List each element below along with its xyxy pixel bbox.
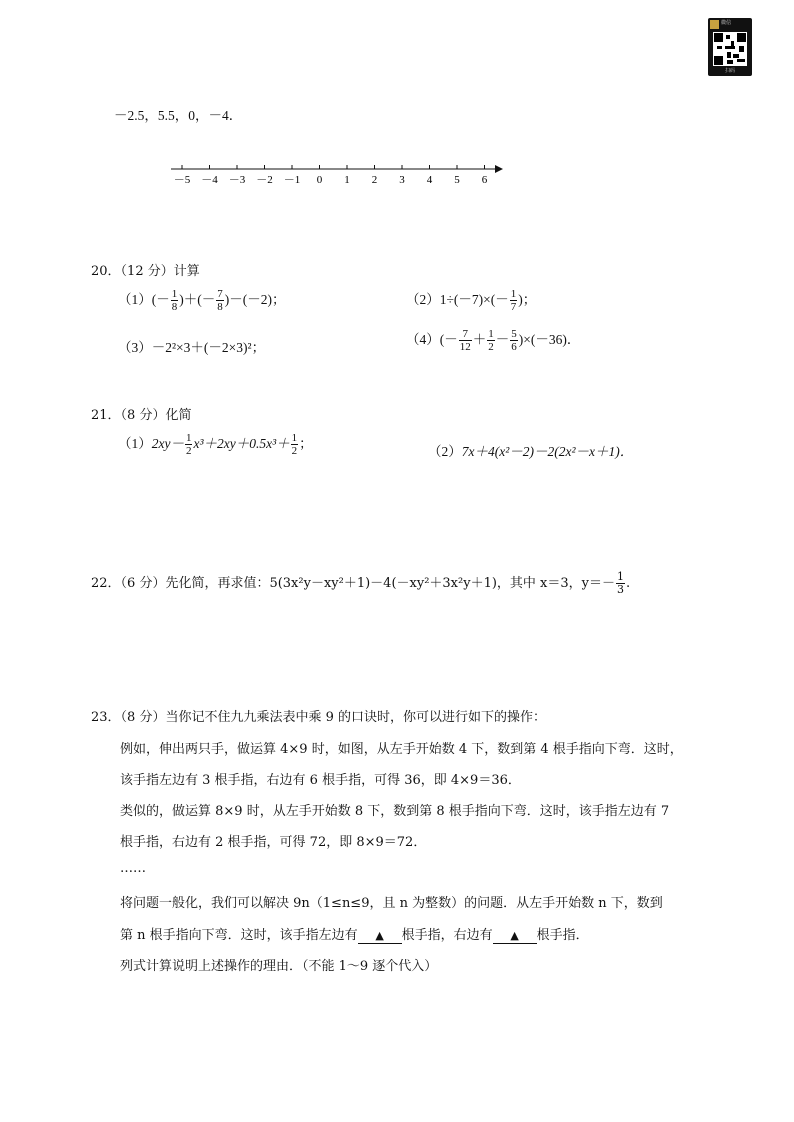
q20-p4-open: (－ (439, 332, 458, 347)
q23-line2: 该手指左边有 3 根手指，右边有 6 根手指，可得 36，即 4×9＝36． (120, 773, 521, 788)
fraction: $\frac{1}{7}$ (510, 288, 517, 314)
q20-p4-minus: － (495, 332, 510, 347)
q20-p3-text: －2²×3＋(－2×3)²； (151, 340, 266, 355)
q20-p1-tail: )－(－2)； (224, 292, 286, 307)
q20-part3 (118, 336, 265, 356)
q22-text: 22．（6 分）先化简，再求值：5(3x²y－xy²＋1)－4(－xy²＋3x²y＋1)，其中 x＝3，y＝－ (91, 576, 615, 591)
q23-l7a: 第 n 根手指向下弯．这时，该手指左边有 (120, 928, 358, 943)
q21-part1 (118, 432, 313, 457)
q20-part4 (406, 328, 580, 353)
number-line-label: 3 (399, 174, 405, 186)
q23-ellipsis: …… (120, 861, 146, 876)
q20-p1-label: （1） (118, 292, 152, 307)
q19-values: －2.5，5.5，0，－4． (114, 108, 243, 123)
q21-p2-text: 7x＋4(x²－2)－2(2x²－x＋1)． (461, 444, 634, 459)
answer-blank-left[interactable]: ▲ (358, 929, 402, 944)
q20-p4-plus: ＋ (472, 332, 487, 347)
fraction: $\frac{7}{8}$ (217, 288, 223, 314)
q21-heading: 21．（8 分）化简 (91, 408, 192, 423)
q20-p2-tail: )； (518, 292, 537, 307)
qr-bottom-label: 扫码 (724, 68, 735, 74)
q22-tail: . (626, 576, 631, 591)
q23-line3: 类似的，做运算 8×9 时，从左手开始数 8 下，数到第 8 根手指向下弯．这时，该手指左边有 7 (120, 804, 670, 819)
qr-pattern-icon (713, 32, 747, 66)
number-line-label: 5 (454, 174, 460, 186)
q21-p1-label: （1） (118, 436, 152, 451)
q20-p1-open: (－ (151, 292, 170, 307)
q23-line4: 根手指，右边有 2 根手指，可得 72，即 8×9＝72． (120, 835, 427, 850)
fraction: $\frac{1}{3}$ (617, 570, 624, 596)
q20-p1-mid: )＋(－ (179, 292, 216, 307)
q21-part2 (428, 440, 633, 460)
q23-line1: 例如，伸出两只手，做运算 4×9 时，如图，从左手开始数 4 下，数到第 4 根手指向下弯．这时， (120, 742, 683, 757)
number-line-label: 0 (316, 174, 323, 186)
q21-p1-tail: ； (299, 436, 313, 451)
q23-l7c: 根手指． (536, 928, 589, 943)
number-line-label: 1 (344, 174, 350, 186)
q21-p1-b: x³＋2xy＋0.5x³＋ (193, 436, 290, 451)
q20-p3-label: （3） (118, 340, 152, 355)
qr-code[interactable] (708, 18, 752, 76)
q23-heading: 23．（8 分）当你记不住九九乘法表中乘 9 的口诀时，你可以进行如下的操作： (91, 710, 546, 725)
number-line-label: －3 (228, 174, 246, 186)
q20-p2-label: （2） (406, 292, 440, 307)
q22 (91, 571, 630, 596)
number-line-label: 4 (426, 174, 433, 186)
q20-part2 (406, 288, 536, 313)
q20-heading: 20．（12 分）计算 (91, 264, 200, 279)
q23-line6: 将问题一般化，我们可以解决 9n（1≤n≤9，且 n 为整数）的问题．从左手开始数 n 下，数到 (120, 896, 663, 911)
q20-p2-text: 1÷(－7)×(－ (439, 292, 509, 307)
q20-p4-tail: )×(－36)． (518, 332, 581, 347)
fraction: $\frac{1}{2}$ (488, 328, 494, 354)
fraction: $\frac{7}{12}$ (459, 328, 471, 354)
arrow-icon (495, 165, 503, 173)
fraction: $\frac{1}{2}$ (291, 432, 298, 458)
number-line-label: －4 (201, 174, 218, 186)
answer-blank-right[interactable]: ▲ (493, 929, 537, 944)
q23-line8: 列式计算说明上述操作的理由．（不能 1～9 逐个代入） (120, 959, 438, 974)
app-badge-icon (710, 20, 719, 29)
fraction: $\frac{5}{6}$ (511, 328, 517, 354)
q23-l7b: 根手指，右边有 (401, 928, 493, 943)
number-line-label: －1 (283, 174, 301, 186)
qr-top-label: 微信 (721, 20, 732, 26)
fraction: $\frac{1}{2}$ (185, 432, 192, 458)
number-line-label: 6 (481, 174, 488, 186)
q20-part1 (118, 288, 286, 313)
number-line-label: －2 (256, 174, 273, 186)
q21-p1-a: 2xy－ (151, 436, 184, 451)
fraction: $\frac{1}{8}$ (171, 288, 178, 314)
q21-p2-label: （2） (428, 444, 462, 459)
number-line-label: 2 (371, 174, 378, 186)
number-line-label: －5 (173, 174, 191, 186)
q20-p4-label: （4） (406, 332, 440, 347)
q23-line7 (120, 924, 589, 944)
number-line (165, 160, 505, 190)
